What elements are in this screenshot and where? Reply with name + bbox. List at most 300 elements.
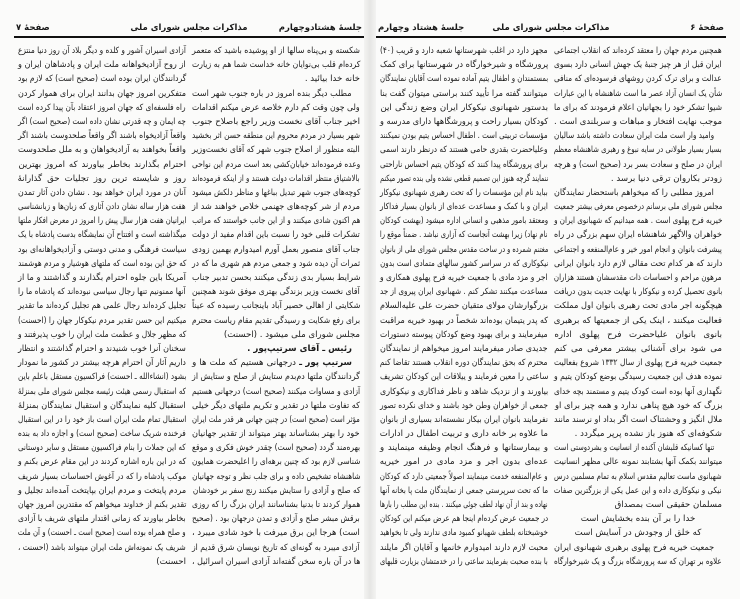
line-text: بسیار بسیار طولانی در سایه نبوغ و رهبری شاهنشاه معظم [554,145,722,156]
line-text: هیچگونه اجر مادی تحت رهبری بانوان اول مملکت [553,301,722,312]
text-line [192,541,360,555]
text-line [18,285,186,299]
text-line [554,413,722,427]
line-text: ومعتقد بامور مذهبی و انسانی اداره میشود (بهشت کودکان [379,216,548,227]
text-line [18,58,186,72]
text-line [18,257,186,271]
text-line [554,58,722,72]
text-line [192,186,360,200]
line-text: ثمرات آن دیده شود و جمعی مردم هم شهری ما که در [191,258,360,269]
line-text: گردانندگان ملتها دم‌بدم ستایش از صلح و ستایش از [192,372,360,383]
line-text: برای پرورشگاه پیدا کنند که کودکان یتیم احساس ناراحتی [380,159,548,170]
line-text: دارند که هر کدام تحت مقالی لازم دارد بانوان ایرانی [553,258,722,269]
text-line [18,129,186,143]
text-line [380,356,548,370]
text-line [18,555,186,569]
line-text: بدستور شهبانوی نیکوکار ایران وضع زندگی این [380,102,548,113]
line-text: کرده‌ام قلب بی‌نوایان خانه خداست شما هم به زیارت [191,60,360,71]
text-line [380,484,548,498]
right-page [376,0,726,599]
line-text: جمعی از خواهران وطن خود باشند و خدای نکرده تصور [380,400,548,411]
text-line [18,172,186,186]
line-text: البته منظور از اصلاح جنوب شهر که آقای نخست‌وزیر [192,145,360,156]
line-text: میگذاشته است و افتتاح آن نمایشگاه بدست پادشاه با یک [17,230,186,241]
text-line [380,399,548,413]
line-text: آزادی میبرد به گونه‌ای که تاریخ نویسان شرق قدیم از [192,542,360,553]
verse-line [554,526,722,540]
text-line [18,427,186,441]
text-line [380,285,548,299]
text-line [18,271,186,285]
text-line [192,58,360,72]
text-line [554,228,722,242]
text-line [192,285,360,299]
line-text: که خلق از وجودش در آسایش است [574,528,702,539]
line-text: علاوه بر تهران که سه پرورشگاه بزرگ و یک شیرخوارگاه [554,556,722,567]
text-line [192,328,360,342]
text-line [192,200,360,214]
line-text: میفرمایند و برای بهبود وضع کودکان پیوسته دستورات [380,329,548,340]
text-line [192,271,360,285]
text-line [18,356,186,370]
line-text: اخیر جناب آقای نخست وزیر راجع باصلاح جنوب [192,116,360,127]
line-text: با بنده صحبت بفرمایند ساعتی را در خدمتشان بزیارت قلبهای [380,556,548,567]
text-line [192,470,360,484]
text-line [380,87,548,101]
text-line [18,526,186,540]
line-text: وعده فرموده‌اند خیابان‌کشی بعد است مردم این نواحی [191,159,360,170]
text-line [18,200,186,214]
text-line [18,342,186,356]
speaker-label: سرتیپ پور ـ [299,358,352,369]
line-text: در جمعیت عرض کرده‌ام اینجا هم عرض میکنم این کودکان [379,514,548,525]
text-line [380,257,548,271]
text-line [18,385,186,399]
line-text: که پدر یتیمان بوده‌اند شخصاً در بهبود خیریه مراقبت [379,315,548,326]
text-line [554,285,722,299]
line-text: خیریه فرح پهلوی است . همه میدانیم که شهبانوی ایران و [553,216,722,227]
line-text: عدالت و برای ترک کردن روشهای فرسوده‌ای که منافی [554,74,722,85]
text-line [18,115,186,129]
line-text: بباید نام این مؤسسات را که تحت رهبری شهبانوی نیکوکار [380,187,548,198]
text-line [380,555,548,569]
text-line [192,314,360,328]
text-line [380,342,548,356]
text-line [554,172,722,186]
text-line [380,370,548,384]
line-text: جمعیت خیریه فرح پهلوی از سال ۱۳۳۲ شروع بفعالیت [553,358,722,369]
line-text: ها در آن باره سخن گفته‌اند آزادی اسیران اسرائیل ، [191,556,360,567]
text-line [554,271,722,285]
line-text: مردم پایتخت و مردم ایران بپایتخت آمده‌اند تجلیل و [17,485,186,496]
line-text: آنان در مورد ایران خواهد بود . نشان دادن آثار تمدن [18,187,186,198]
text-line [380,158,548,172]
text-line [554,498,722,512]
line-text: که حق این بوده است که ملتهای هوشیار و مردم هوشمند [17,258,186,269]
text-line [554,399,722,413]
text-line [192,44,360,58]
line-text: سیاست فرهنگی و مدنی دوستی و آزادیخواهانه‌ای بود [17,244,186,255]
verse-line [554,512,722,526]
line-text: از روح آزادیخواهانه ملت ایران و پادشاهان ایران و [18,60,186,71]
text-line [192,356,360,370]
speaker-heading [192,342,360,356]
line-text: ملال انگیز و وحشتناک است اگر بداد او نرسند مانند [553,414,722,425]
text-line [18,44,186,58]
line-text: آمریکا باین جلوه احترام بگذارند و گذاشتند و ما از [18,273,186,283]
text-line [192,484,360,498]
text-line [554,129,722,143]
text-line [554,541,722,555]
text-line [18,370,186,384]
text-line [380,228,548,242]
text-line [554,72,722,86]
line-text: ایران قبل از هر چیز جنبهٔ یک جهش انسانی دارد بسوی [554,60,722,71]
text-line [554,186,722,200]
text-line [192,370,360,384]
text-line [380,541,548,555]
line-text: کودکان بسیار راحت و پرورشگاهها دارای مدرسه و [379,116,548,127]
text-line [380,385,548,399]
line-text: جمعیت خیریه فرح پهلوی برهبری شهبانوی ایران [553,542,714,553]
line-text: برقش مبشر صلح و آزادی و تمدن درجهان بود . (صحیح [192,514,360,525]
line-text: شناسی لازم بود که چنین برهه‌ای را اعلیحضرت همایون [191,457,360,468]
line-text: رئیس ـ آقای سرتیپ‌پور . [247,343,352,354]
text-line [380,470,548,484]
line-text: بانوی تحصیل کرده و نیکوکار با نهایت جدیت بدون دریافت [553,287,722,298]
line-text: نگهداری آنها بوده است کودک یتیم و مستمند بچه خدای [554,386,722,397]
line-text: راه فلسفه‌ای که جهان امروز اعتقاد بآن پیدا کرده است [18,102,186,113]
text-line [192,427,360,441]
text-line [554,214,722,228]
line-text: وعلیاحضرت بقدری حامی هستند که درنظر دارند اسمی [380,145,548,156]
text-line [554,441,722,455]
line-text: موکب پادشاه را که در آغوش احساسات بسیار شریف [17,471,186,482]
line-text: که در این باره اشاره کردند در این مقام عرض بکنم و [17,457,186,468]
line-text: خدا را بر آن بنده بخشایش است [580,514,696,525]
text-line [18,512,186,526]
text-line [18,413,186,427]
text-line [18,243,186,257]
text-line [18,158,186,172]
line-text: که صلح و آزادی را ستایش میکنند رنج سفر بر خودشان [192,485,360,496]
text-line [380,299,548,313]
line-text: شاهنشاه تشخیص داده و برای جلب نظر و توجه جهانیان [191,471,360,482]
text-line [380,214,548,228]
line-text: هم اکنون شادی میکنند و از این جانب خواستند که مراتب [191,216,360,227]
line-text: پرورشگاه و شیرخوارگاه در شهرستانها برای کمک [379,60,548,71]
text-line [18,498,186,512]
text-line [18,314,186,328]
text-line [380,72,548,86]
line-text: واقعاً آزادیخواه باشند اگر واقعاً صلحدوست باشند اگر [17,131,186,142]
text-line [554,44,722,58]
line-text: همچنین مردم جهان را معتقد کرده‌اند که انقلاب اجتماعی [554,46,722,56]
line-text: ما که تحت سرپرستی جمعی از نمایندگان ملت پا بخانه آنها [379,485,548,496]
line-text: فرخنده شریک ساخت (صحیح است) و اجازه داد به بنده [18,429,186,440]
line-text: شهر بسیار در مردم محروم این منطقه حسن اثر بخشید [191,131,360,142]
line-text: ما علاوه بر خانه داری و تربیت اطفال در ادارات [379,429,548,440]
line-text: داریم آثار آن احترام هرچه بیشتر در کشور ما نمودار [18,358,186,369]
text-line [380,455,548,469]
line-text: که این جملات را بنام فراکسیون مستقل و سایر دوستانی [18,443,186,454]
text-line [554,243,722,257]
line-text: ساعتی را معین فرمایند و ییلاقات این کودکان تشریف [379,372,548,383]
text-line [18,328,186,342]
right-page-right-column [554,44,722,569]
text-line [192,455,360,469]
line-text: استقبال تمام ملت ایران است باز خود را در این استقبال [17,414,186,425]
text-line [380,427,548,441]
text-line [192,413,360,427]
text-line [380,512,548,526]
line-text: ولی چون وقت کم دارم خلاصه عرض میکنم اقدامات [192,102,360,113]
text-line [380,526,548,540]
text-line [380,101,548,115]
text-line [192,115,360,129]
line-text: تشکرات قلبی خود را نسبت باین اقدام مفید از دولت [192,230,360,241]
text-line [554,87,722,101]
line-text: و عام‌المنفعه خدمت مینمایند اصولاً جمعیتی دارد که کودکان [380,471,548,482]
line-text: محترم که بحق نمایندگان دوره انقلاب هستند تقاضا کنم [380,358,548,369]
text-line [18,87,186,101]
page-number: صفحهٔ ۷ [16,23,50,33]
line-text: ایرانیان هفت هزار سال پیش را امروز در معرض افکار ملتها [17,216,186,227]
line-text: جناب آقای منصور بعمل آورم امیدوارم بهمین زودی [191,244,360,255]
line-text: مجهز دارد در اغلب شهرستانها شعبه دارد و قریب (۴۰) [380,46,548,56]
line-text: مجلس شورای ملی میشود . (احسنت) [223,329,360,340]
text-line [554,314,722,328]
text-line [380,58,548,72]
publication-title: مذاکرات مجلس شورای ملی [492,23,610,33]
line-text: هفت هزار ساله نشان دادن آثاری که زبان‌ها و زبانشناسی [18,202,186,213]
text-line [380,44,548,58]
text-line [380,243,548,257]
line-text: خوشبختانه بلطف شهبانو کمبود مادی ندارند ولی تا بخواهید [380,528,548,539]
text-line [380,314,548,328]
line-text: نیکی و نیکوکاری داده و این عمل یکی از بزرگترین صفات [554,485,722,496]
line-text: سخنان آنرا خوب شنیدند و احترام گذاشتند و انتظار [18,343,186,354]
text-line [192,72,360,86]
text-line [18,214,186,228]
text-line [380,413,548,427]
text-line [18,455,186,469]
line-text: عده‌ای بدون اجر و مزد مادی در امور خیریه [379,457,548,468]
line-text: جدیدی صادر میفرمایند امروز میخواهم از نمایندگان [380,343,548,354]
line-text: محبت لازم دارند امیدوارم خانمها و آقایان اگر مایلند [379,542,548,553]
line-text: مرهون مراحم و احساسات ذات مقدسشان هستند هزاران [554,273,722,283]
line-text: ننمایند گرچه هنوز این تصمیم قطعی نشده ولی بنده تصور میکنم [379,173,548,184]
text-line [192,512,360,526]
line-text: مساعدت میکنند تشکر کنم . شهبانوی ایران پیروی از جد [380,287,548,298]
line-text: شرایط بسیار بدی زندگی میکنند بحسن تدبیر جناب [191,273,360,283]
line-text: مغتنم شمرده و در ساحت مقدس مجلس شورای ملی از بانوان [379,244,548,255]
line-text: تجلیل کرده‌اند رجال علمی هم تجلیل کرده‌اند ما تقدیر [18,301,186,312]
line-text: نام نهاد) زیرا بهشت آنجاست که آزاری نباشد . ضمناً موقع را [380,230,548,241]
line-text: امروز مطلبی را که میخواهم باستحضار نمایندگان [554,187,714,198]
text-line [192,441,360,455]
text-line [192,299,360,313]
text-line [554,299,722,313]
line-text: شکوفه‌ای که هنوز باز نشده پرپر میگردد . [574,429,722,440]
line-text: بخاطر بیاورند که زمانی اقتدار ملتهای شریف با آزادی [18,514,186,525]
text-line [554,470,722,484]
line-text: و صلح همراه بوده است (صحیح است ـ احسنت) و آن ملت [18,528,186,539]
line-text: آنها ممنونیم تنها رجال سیاسی نبوده‌اند که پادشاه ما را [18,287,186,298]
text-line [192,214,360,228]
text-line [192,87,360,101]
line-text: مجلس شورای ملی برسانم درخصوص معرفی بیشتر جمعیت [553,202,722,213]
text-line [554,200,722,214]
text-line [192,101,360,115]
line-text: احترام بگذارند بخاطر بیاورند که امروز بهترین [18,159,186,170]
text-line [380,172,548,186]
text-line [380,328,548,342]
left-page-left-column [18,44,186,569]
right-page-header [376,24,726,38]
line-text: میکنیم این حسن تقدیر مردم نیکوکار جهان را (احسنت) [17,315,186,326]
text-line [380,115,548,129]
text-line [554,555,722,569]
text-line [192,129,360,143]
line-text: میتوانند گفته مرا تأیید کنند براستی میتوان گفت بنا [380,88,548,99]
text-line [380,186,548,200]
line-text: بانوی بانوان علیاحضرت فرح پهلوی اداره [554,329,722,340]
text-line [554,484,722,498]
line-text: اجر و مزد مادی با جمعیت خیریه فرح پهلوی همکاری و [380,273,548,283]
line-text: مردم از شر کوچه‌های جهنمی خلاص خواهند شد از [191,202,360,213]
left-page [14,0,364,599]
text-line [380,498,548,512]
line-text: بزرگ که خود هیچ پناهی ندارد و همه چیز برای او [554,400,722,411]
text-line [554,455,722,469]
line-text: نفرمایند بانوان ایران بیکار نشسته‌اند بسیاری از بانوان [379,414,548,425]
line-text: برای رفع شکایت و رسیدگی تقدیم مقام ریاست محترم [191,315,360,326]
text-line [554,356,722,370]
line-text: خود را بهتر بشناساند بهتر میتواند از تقدیر جهانیان [192,429,360,440]
line-text: نهاده و بند از آن نهاد لطف جوئی میکنند . بنده این مطلب را بارها [380,500,548,510]
line-text: بشود (انشاءالله ـ احسنت) فراکسیون مستقل باعلم باین [17,372,186,383]
line-text: واقعاً بخواهند به آزادیخواهان و به ملل صلحدوست [17,145,186,156]
line-text: شهبانوی ماست تعالیم مقدس اسلام به تمام مسلمین درس [554,471,722,482]
line-text: خواهران والاگهر شاهنشاه ایران سهم بزرگی در راه [554,230,722,241]
line-text: موجب نهایت افتخار و مباهات و سربلندی است . [554,116,722,127]
text-line [18,143,186,157]
text-line [192,385,360,399]
text-line [554,342,722,356]
line-text: بهره‌مند گردد (صحیح است) چقدر خوش فکری و موقع [191,443,360,454]
text-line [554,101,722,115]
text-line [192,399,360,413]
line-text: شریف یک نمونه‌اش ملت ایران میتواند باشد (احسنت ، [18,542,186,553]
line-text: مسلمان حقیقی است بمصداق [614,500,722,510]
text-line [192,143,360,157]
text-line [380,200,548,214]
text-line [554,370,722,384]
line-text: وامید وار است ملت ایران سعادت داشته باشد سالیان [553,131,714,142]
line-text: آزادی اسیران آشور و کلده و دیگر بلاد آن روز دنیا منتزع [18,46,186,56]
line-text: احسنت) [156,556,186,567]
text-line [18,228,186,242]
line-text: میتوانند بکمک آنها بشتابند نمونه عالی مظهر انسانیت [553,457,722,468]
line-text: است) هرجا این برق میرفت با خود شادی میبرد ، [192,528,360,539]
text-line [554,257,722,271]
line-text: بالاشتیاق منتظر اقدامات دولت هستند و از اینکه فرموده‌اند [192,173,360,184]
line-text: نیکوکاری که در سراسر کشور سالهای متمادی است بدون [379,258,548,269]
line-text: شیوا تشکر خود را بجهانیان اعلام فرمودند که برای ما [553,102,722,113]
line-text: روز و شایسته ترین روز تجلیات حق گذارانهٔ [17,173,186,184]
line-text: بزرگوارشان مولای متقیان حضرت علی علیه‌السلام [380,301,548,312]
line-text: تقدیر بکنم از خداوند میخواهم که مقتدرین امروز جهان [17,500,186,510]
text-line [18,72,186,86]
line-text: هموار کردند تا بدنیا بشناسانند ایران بزرگ را که روزی [191,500,360,510]
line-text: گردانندگان ایران بوده است (صحیح است) که لازم بود [17,74,186,85]
text-line [380,129,548,143]
line-text: آقای نخست وزیر بزندگی بهتری موفق شوند همچنین [192,287,360,298]
text-line [18,186,186,200]
text-line [380,441,548,455]
line-text: و بیمارستانها و فرهنگ انجام وظیفه مینمایند و [379,443,548,454]
line-text: بمستمندان و اطفال یتیم آماده نموده است آقایان نمایندگان [379,74,548,85]
line-text: متفکرین امروز جهان بدانند ایران برای هموار کردن [17,88,186,99]
text-line [18,441,186,455]
line-text: زودتر بکاروان ترقی دنیا برسد . [610,173,722,184]
line-text: چه ایمان و چه قدرتی نشان داده است (صحیح است) اگر [18,116,186,127]
left-page-header [14,24,364,38]
line-text: شأن یک انسان آزاد عصر ما است شاهنشاه با این عبارات [553,88,722,99]
line-text: پیشرفت بانوان و انجام امور خیر و عام‌المنفعه و اجتماعی [554,244,722,255]
line-text: که تفاوت ملتها در تقدیر و تکریم ملتهای دیگر خیلی [192,400,360,411]
text-line [18,399,186,413]
line-text: مؤثر است (صحیح است) در چنین جهانی هر قدر ملت ایران [192,414,360,425]
line-text: نموده هدف این جمعیت رسیدگی بوضع کودکان یتیم و [554,372,722,383]
line-text: شکسته و بی‌پناه سالها از او پوشیده باشید که متعمر [191,46,360,56]
text-line [554,328,722,342]
line-text: مؤسسات تربیتی است . اطفال احساس یتیم بودن نمیکنند [380,131,548,142]
line-text: ایران در صلح و سعادت بسر برد (صحیح است) و هرچه [553,159,722,170]
session-title: جلسهٔ هشتادوچهارم [278,23,362,33]
text-line [192,526,360,540]
line-text: آزادی و مساوات میکنند (صحیح است) درجهانی هستیم [191,386,360,397]
text-line [380,271,548,285]
text-line [192,158,360,172]
text-line [554,385,722,399]
line-text: فعالیت میکنند ، اینک یکی از جمعیتها که برهبری [553,315,722,326]
line-text: بیاورند و از نزدیک شاهد و ناظر فداکاری و نیکوکاری [379,386,548,397]
line-text: می شود برای آشنائی بیشتر معرفی می کنم [554,343,722,354]
text-line [18,470,186,484]
text-line [192,257,360,271]
left-page-right-column [192,44,360,569]
text-line [554,427,722,441]
line-text: شکایتی از اهالی حصیر آباد باینجانب رسیده که عیناً [191,301,360,312]
right-page-left-column [380,44,548,569]
text-line [554,158,722,172]
text-line [18,299,186,313]
line-text: تنها کسانیکه قلبشان آکنده از انسانیت و بشردوستی است [553,443,714,454]
line-text: خانه خدا بیائید . [304,74,360,85]
line-text: درجهانی هستیم که ملت ها و [192,358,300,369]
text-line [18,484,186,498]
line-text: که مظهر جلال و عظمت ملت ایران را خوب پذیرفتند و [17,329,186,340]
line-text: ایران و با کمک و مساعدت عده‌ای از بانوان بسیار فداکار [380,202,548,213]
session-title: جلسهٔ هشتاد وچهارم [378,23,465,33]
text-line [380,143,548,157]
text-line [554,143,722,157]
line-text: استقبال کلیه نمایندگان و استقبال نمایندگان بمنزلهٔ [18,400,186,411]
line-text: کوچه‌های جنوب شهر تبدیل بباغها و مناظر دلکش میشود [191,187,360,198]
text-line [554,115,722,129]
